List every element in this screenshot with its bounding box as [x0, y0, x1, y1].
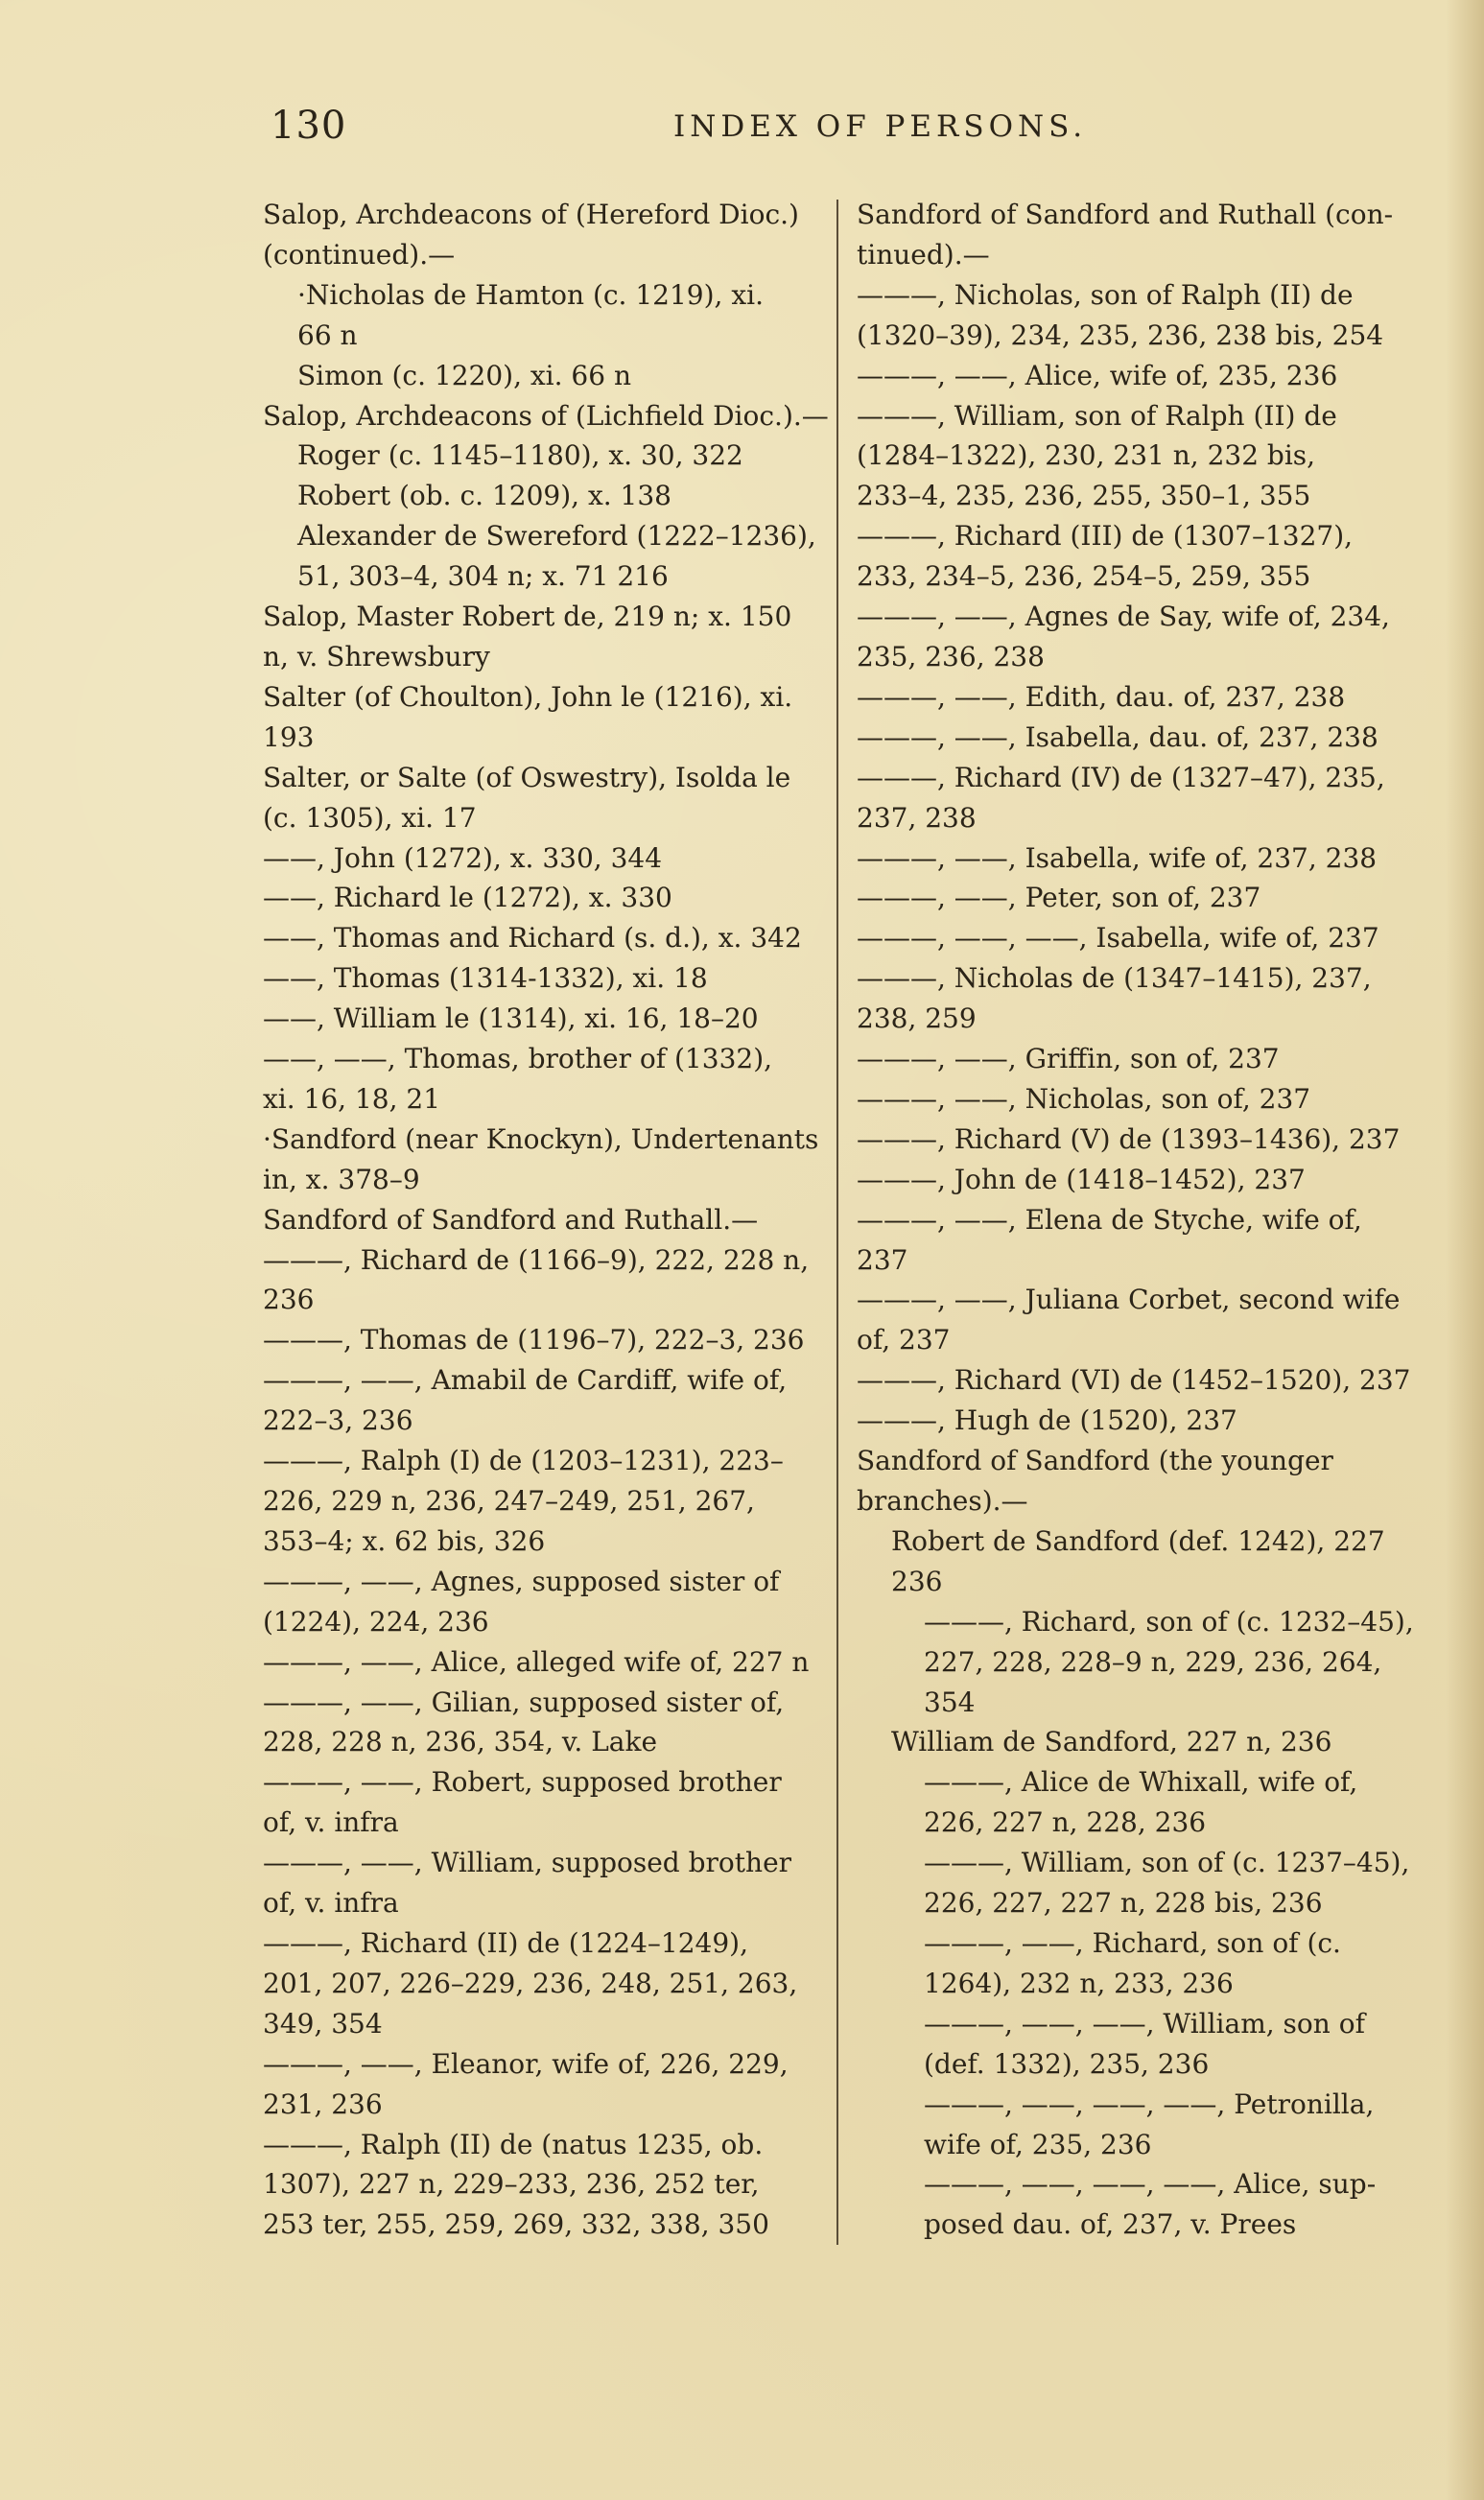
index-entry-line: 236	[891, 1565, 943, 1597]
index-entry-line: tinued).—	[857, 238, 990, 271]
index-entry	[924, 1843, 1423, 1923]
index-entry-line: ———, Hugh de (1520), 237	[857, 1404, 1237, 1437]
index-entry	[924, 2164, 1423, 2245]
index-entry-line: ———, William, son of (c. 1237–45),	[924, 1847, 1410, 1879]
index-entry	[263, 1441, 824, 1562]
index-entry	[857, 275, 1423, 356]
page-edge-shadow	[1446, 0, 1484, 2500]
running-head: INDEX OF PERSONS.	[673, 109, 1088, 144]
index-entry	[263, 958, 824, 999]
index-entry-line: 231, 236	[263, 2087, 383, 2120]
index-entry	[263, 1039, 824, 1120]
index-entry-line: ———, Ralph (II) de (natus 1235, ob.	[263, 2128, 764, 2160]
index-entry-line: ———, ——, Peter, son of, 237	[857, 882, 1261, 914]
index-entry-line: Salter (of Choulton), John le (1216), xi.	[263, 680, 793, 713]
index-entry-line: Sandford of Sandford and Ruthall (con-	[857, 199, 1394, 230]
index-entry-line: ———, ——, Agnes de Say, wife of, 234,	[857, 601, 1390, 633]
index-entry-line: of, v. infra	[263, 1806, 399, 1839]
index-entry	[263, 597, 824, 677]
index-entry-line: 226, 229 n, 236, 247–249, 251, 267,	[263, 1485, 755, 1517]
index-entry	[297, 275, 824, 356]
index-entry	[857, 1280, 1423, 1360]
index-entry	[263, 1762, 824, 1843]
index-entry	[857, 1120, 1423, 1160]
index-entry-line: 233, 234–5, 236, 254–5, 259, 355	[857, 560, 1311, 593]
index-entry	[857, 195, 1423, 275]
index-entry-line: 226, 227, 227 n, 228 bis, 236	[924, 1887, 1323, 1920]
index-entry-line: ———, Richard (V) de (1393–1436), 237	[857, 1122, 1401, 1155]
index-entry	[924, 2085, 1423, 2165]
index-entry-line: ———, Richard (IV) de (1327–47), 235,	[857, 761, 1385, 793]
index-entry-line: ———, ——, Alice, alleged wife of, 227 n	[263, 1645, 810, 1678]
index-entry	[297, 356, 824, 396]
index-entry-line: ———, Richard de (1166–9), 222, 228 n,	[263, 1243, 810, 1276]
index-entry	[263, 1240, 824, 1321]
index-entry-line: 228, 228 n, 236, 354, v. Lake	[263, 1726, 658, 1758]
index-entry-line: ———, ——, Richard, son of (c.	[924, 1926, 1341, 1959]
index-entry	[263, 999, 824, 1039]
index-entry-line: xi. 16, 18, 21	[263, 1082, 441, 1115]
index-entry	[924, 1762, 1423, 1843]
index-entry-line: ———, Ralph (I) de (1203–1231), 223–	[263, 1445, 784, 1477]
index-entry	[263, 2044, 824, 2125]
index-entry-line: n, v. Shrewsbury	[263, 640, 490, 672]
index-entry-line: ———, Nicholas, son of Ralph (II) de	[857, 278, 1354, 311]
index-entry	[857, 838, 1423, 879]
index-entry	[263, 1683, 824, 1763]
index-entry-line: ·Sandford (near Knockyn), Undertenants	[263, 1122, 819, 1155]
index-entry	[263, 195, 824, 275]
index-entry-line: ———, Richard (III) de (1307–1327),	[857, 520, 1354, 553]
index-entry	[891, 1722, 1423, 1762]
index-entry-line: 226, 227 n, 228, 236	[924, 1806, 1207, 1839]
index-entry-line: 237, 238	[857, 801, 977, 834]
index-entry	[263, 918, 824, 958]
index-entry-line: 349, 354	[263, 2007, 383, 2040]
index-entry-line: Roger (c. 1145–1180), x. 30, 322	[297, 439, 743, 472]
index-entry-line: ———, ——, Eleanor, wife of, 226, 229,	[263, 2047, 789, 2080]
index-entry-line: Salop, Archdeacons of (Lichfield Dioc.).—	[263, 399, 829, 432]
index-entry	[263, 1642, 824, 1683]
index-entry-line: 353–4; x. 62 bis, 326	[263, 1524, 546, 1557]
index-entry	[857, 1039, 1423, 1079]
index-entry	[857, 958, 1423, 1039]
index-entry-line: Robert (ob. c. 1209), x. 138	[297, 480, 671, 512]
index-entry-line: 227, 228, 228–9 n, 229, 236, 264,	[924, 1645, 1382, 1678]
index-entry-line: ———, ——, Isabella, dau. of, 237, 238	[857, 720, 1378, 753]
index-entry-line: ———, John de (1418–1452), 237	[857, 1163, 1306, 1195]
index-entry-line: ———, ——, Isabella, wife of, 237, 238	[857, 841, 1378, 874]
index-entry-line: Simon (c. 1220), xi. 66 n	[297, 359, 631, 391]
index-entry-line: branches).—	[857, 1485, 1028, 1517]
index-entry-line: of, v. infra	[263, 1887, 399, 1920]
index-entry-line: 238, 259	[857, 1002, 977, 1035]
index-entry	[263, 1843, 824, 1923]
index-entry-line: ——, Richard le (1272), x. 330	[263, 882, 672, 914]
index-entry-line: ———, ——, Elena de Styche, wife of,	[857, 1203, 1362, 1236]
index-entry	[857, 597, 1423, 677]
index-entry-line: ——, John (1272), x. 330, 344	[263, 841, 663, 874]
index-entry-line: (1284–1322), 230, 231 n, 232 bis,	[857, 439, 1316, 472]
index-entry-line: ———, ——, Amabil de Cardiff, wife of,	[263, 1364, 788, 1397]
index-entry	[857, 677, 1423, 718]
index-entry-line: ———, ——, Griffin, son of, 237	[857, 1043, 1280, 1075]
index-entry	[857, 356, 1423, 396]
index-entry-line: ———, ——, ——, ——, Petronilla,	[924, 2087, 1375, 2120]
index-entry-line: ——, Thomas and Richard (s. d.), x. 342	[263, 922, 802, 955]
index-entry	[263, 1562, 824, 1642]
index-entry-line: ———, ——, Gilian, supposed sister of,	[263, 1686, 785, 1718]
index-entry	[891, 1521, 1423, 1602]
index-entry-line: Salop, Archdeacons of (Hereford Dioc.)	[263, 199, 799, 230]
index-entry	[857, 1160, 1423, 1200]
index-entry-line: Salter, or Salte (of Oswestry), Isolda le	[263, 761, 791, 793]
index-entry	[263, 1200, 824, 1240]
index-entry-line: ———, ——, Agnes, supposed sister of	[263, 1565, 780, 1597]
index-entry-line: of, 237	[857, 1324, 951, 1356]
index-entry	[263, 1923, 824, 2044]
index-entry-line: 222–3, 236	[263, 1404, 413, 1437]
index-entry-line: William de Sandford, 227 n, 236	[891, 1726, 1332, 1758]
index-entry	[857, 396, 1423, 517]
index-entry-line: 236	[263, 1284, 315, 1316]
index-entry-line: 66 n	[297, 318, 358, 351]
index-entry	[857, 1360, 1423, 1401]
index-entry-line: (continued).—	[263, 238, 456, 271]
index-entry	[263, 1360, 824, 1441]
index-entry	[857, 878, 1423, 918]
left-index-column	[263, 195, 829, 2245]
index-entry-line: ———, ——, Edith, dau. of, 237, 238	[857, 680, 1346, 713]
index-entry-line: ———, ——, ——, ——, Alice, sup-	[924, 2168, 1377, 2201]
index-entry-line: ———, ——, William, supposed brother	[263, 1847, 792, 1879]
index-entry	[857, 1079, 1423, 1120]
index-entry	[857, 718, 1423, 758]
index-entry-line: ———, Nicholas de (1347–1415), 237,	[857, 962, 1372, 995]
index-entry	[297, 476, 824, 516]
index-entry-line: ———, ——, Robert, supposed brother	[263, 1766, 782, 1799]
index-entry	[924, 1602, 1423, 1723]
page-header	[271, 104, 1237, 157]
index-entry-line: ———, William, son of Ralph (II) de	[857, 399, 1337, 432]
index-entry-line: ———, ——, Juliana Corbet, second wife	[857, 1284, 1401, 1316]
index-entry-line: 1307), 227 n, 229–233, 236, 252 ter,	[263, 2168, 760, 2201]
index-entry-line: ——, Thomas (1314-1332), xi. 18	[263, 962, 708, 995]
index-entry	[263, 2125, 824, 2246]
column-divider	[836, 200, 838, 2245]
index-entry	[857, 918, 1423, 958]
index-entry-line: ———, Thomas de (1196–7), 222–3, 236	[263, 1324, 805, 1356]
index-entry-line: ———, ——, ——, William, son of	[924, 2007, 1365, 2040]
index-entry-line: 201, 207, 226–229, 236, 248, 251, 263,	[263, 1967, 798, 1999]
index-entry	[857, 1401, 1423, 1441]
index-entry-line: ———, Richard (VI) de (1452–1520), 237	[857, 1364, 1411, 1397]
index-entry-line: Salop, Master Robert de, 219 n; x. 150	[263, 601, 792, 633]
index-entry-line: ·Nicholas de Hamton (c. 1219), xi.	[297, 278, 764, 311]
index-entry-line: 253 ter, 255, 259, 269, 332, 338, 350	[263, 2208, 769, 2241]
index-entry-line: 1264), 232 n, 233, 236	[924, 1967, 1234, 1999]
index-entry	[297, 516, 824, 597]
index-entry	[263, 758, 824, 838]
index-entry-line: 233–4, 235, 236, 255, 350–1, 355	[857, 480, 1311, 512]
index-entry-line: (1320–39), 234, 235, 236, 238 bis, 254	[857, 318, 1384, 351]
index-entry-line: posed dau. of, 237, v. Prees	[924, 2208, 1297, 2241]
index-entry-line: (def. 1332), 235, 236	[924, 2047, 1210, 2080]
index-entry	[857, 758, 1423, 838]
index-entry	[263, 396, 829, 436]
index-entry	[857, 1200, 1423, 1281]
index-entry	[263, 1320, 824, 1360]
index-entry-line: Sandford of Sandford (the younger	[857, 1445, 1333, 1477]
index-entry	[924, 1923, 1423, 2004]
index-entry	[924, 2004, 1423, 2085]
index-entry-line: ———, Alice de Whixall, wife of,	[924, 1766, 1358, 1799]
index-entry-line: Sandford of Sandford and Ruthall.—	[263, 1203, 759, 1236]
index-entry-line: Robert de Sandford (def. 1242), 227	[891, 1524, 1385, 1557]
right-index-column	[857, 195, 1423, 2245]
index-entry-line: (c. 1305), xi. 17	[263, 801, 477, 834]
index-entry-line: 237	[857, 1243, 908, 1276]
index-entry-line: ———, Richard, son of (c. 1232–45),	[924, 1605, 1414, 1638]
index-entry-line: Alexander de Swereford (1222–1236),	[297, 520, 816, 553]
index-entry-line: 193	[263, 720, 315, 753]
page-number: 130	[271, 104, 347, 148]
index-entry-line: ———, Richard (II) de (1224–1249),	[263, 1926, 748, 1959]
index-entry-line: 51, 303–4, 304 n; x. 71 216	[297, 560, 669, 593]
index-entry	[263, 1120, 824, 1200]
index-entry-line: wife of, 235, 236	[924, 2128, 1152, 2160]
index-entry-line: in, x. 378–9	[263, 1163, 420, 1195]
index-entry-line: (1224), 224, 236	[263, 1605, 489, 1638]
index-entry	[263, 677, 824, 758]
index-entry-line: ———, ——, ——, Isabella, wife of, 237	[857, 922, 1379, 955]
index-entry-line: ———, ——, Alice, wife of, 235, 236	[857, 359, 1338, 391]
index-entry	[857, 516, 1423, 597]
index-entry-line: 235, 236, 238	[857, 640, 1045, 672]
index-entry-line: ——, ——, Thomas, brother of (1332),	[263, 1043, 773, 1075]
index-entry-line: 354	[924, 1686, 976, 1718]
index-entry	[263, 878, 824, 918]
index-entry	[857, 1441, 1423, 1521]
index-entry-line: ——, William le (1314), xi. 16, 18–20	[263, 1002, 759, 1035]
index-entry-line: ———, ——, Nicholas, son of, 237	[857, 1082, 1311, 1115]
index-entry	[297, 436, 824, 476]
index-entry	[263, 838, 824, 879]
